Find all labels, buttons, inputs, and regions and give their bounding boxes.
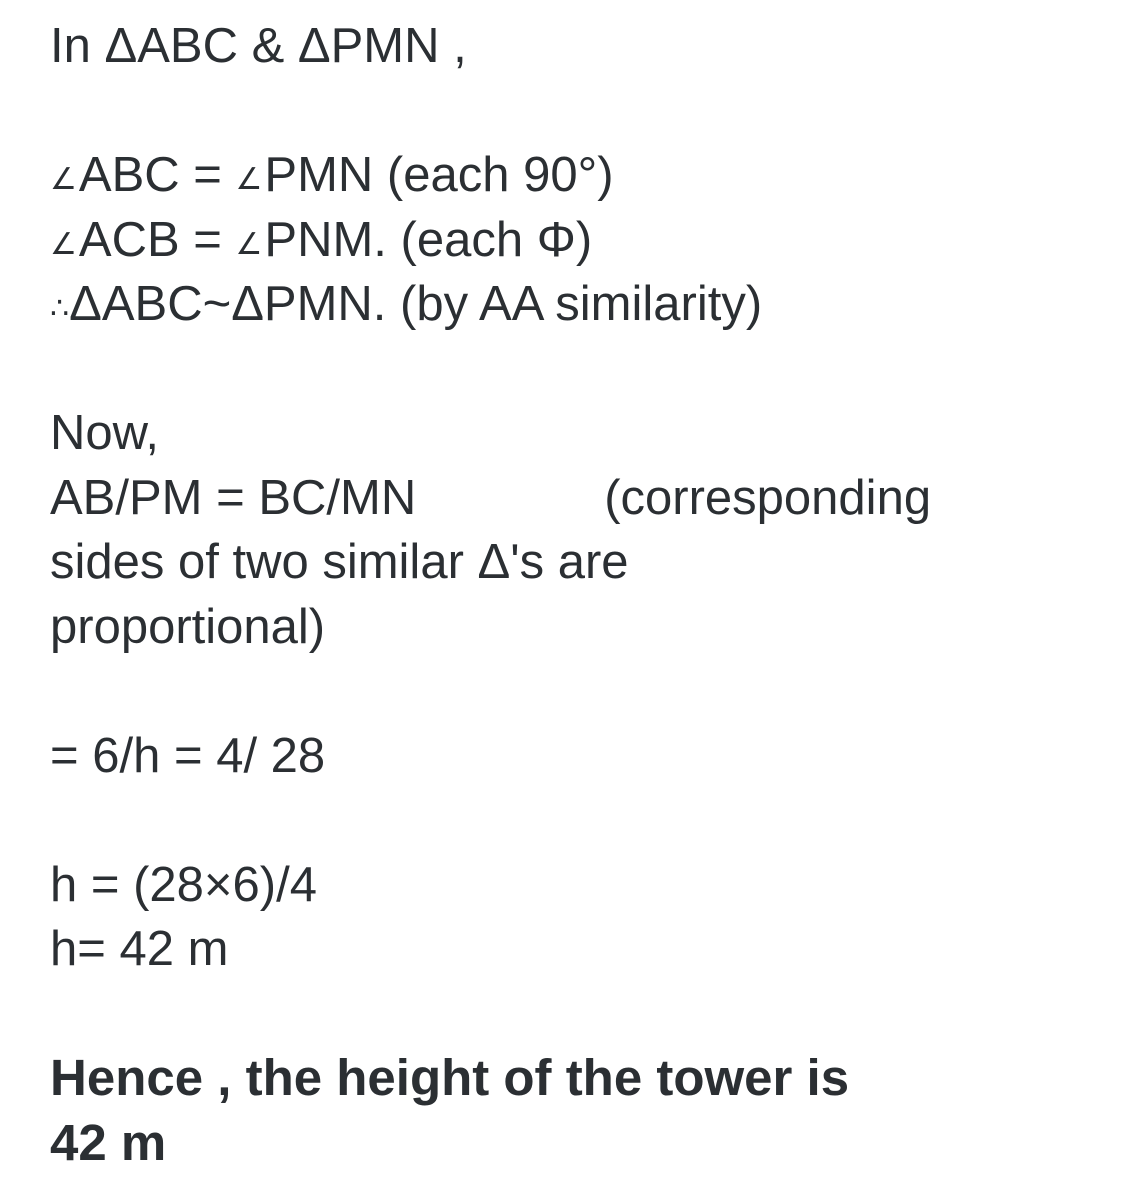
angle-symbol: ∠ bbox=[50, 227, 77, 261]
similarity-conclusion bbox=[50, 272, 1090, 337]
height-formula: h = (28×6)/4 bbox=[50, 857, 317, 912]
ratio-equation: = 6/h = 4/ 28 bbox=[50, 728, 326, 783]
angle-right-text: PNM. (each Φ) bbox=[264, 212, 593, 267]
angle-equality-phi bbox=[50, 208, 1090, 273]
proportion-equation: AB/PM = BC/MN bbox=[50, 470, 417, 525]
angle-right-text: PMN (each 90°) bbox=[264, 148, 614, 202]
now-label: Now, bbox=[50, 406, 159, 460]
spacer bbox=[50, 337, 1090, 402]
height-result: h= 42 m bbox=[50, 922, 229, 976]
angle-symbol: ∠ bbox=[235, 163, 263, 196]
angle-left-text: ABC = bbox=[78, 148, 236, 202]
intro-line: In ΔABC & ΔPMN , bbox=[50, 19, 467, 73]
angle-symbol: ∠ bbox=[235, 227, 263, 261]
angle-equality-right bbox=[50, 143, 1090, 208]
spacer bbox=[50, 788, 1090, 853]
angle-symbol: ∠ bbox=[50, 163, 77, 196]
similarity-text: ΔABC~ΔPMN. (by AA similarity) bbox=[69, 277, 763, 331]
spacer bbox=[50, 659, 1090, 724]
proportion-equation-line bbox=[50, 466, 1090, 531]
conclusion-line2: 42 m bbox=[50, 1113, 167, 1171]
conclusion-line1: Hence , the height of the tower is bbox=[50, 1049, 850, 1106]
proportion-reason-start: (corresponding bbox=[604, 470, 932, 525]
proportion-reason-line2: sides of two similar Δ's are bbox=[50, 535, 629, 589]
therefore-symbol: ∴ bbox=[50, 292, 70, 325]
solution-document bbox=[50, 14, 1090, 1175]
angle-left-text: ACB = bbox=[78, 212, 236, 267]
spacer bbox=[50, 982, 1090, 1047]
spacer bbox=[50, 79, 1090, 144]
proportion-reason-line3: proportional) bbox=[50, 599, 326, 654]
